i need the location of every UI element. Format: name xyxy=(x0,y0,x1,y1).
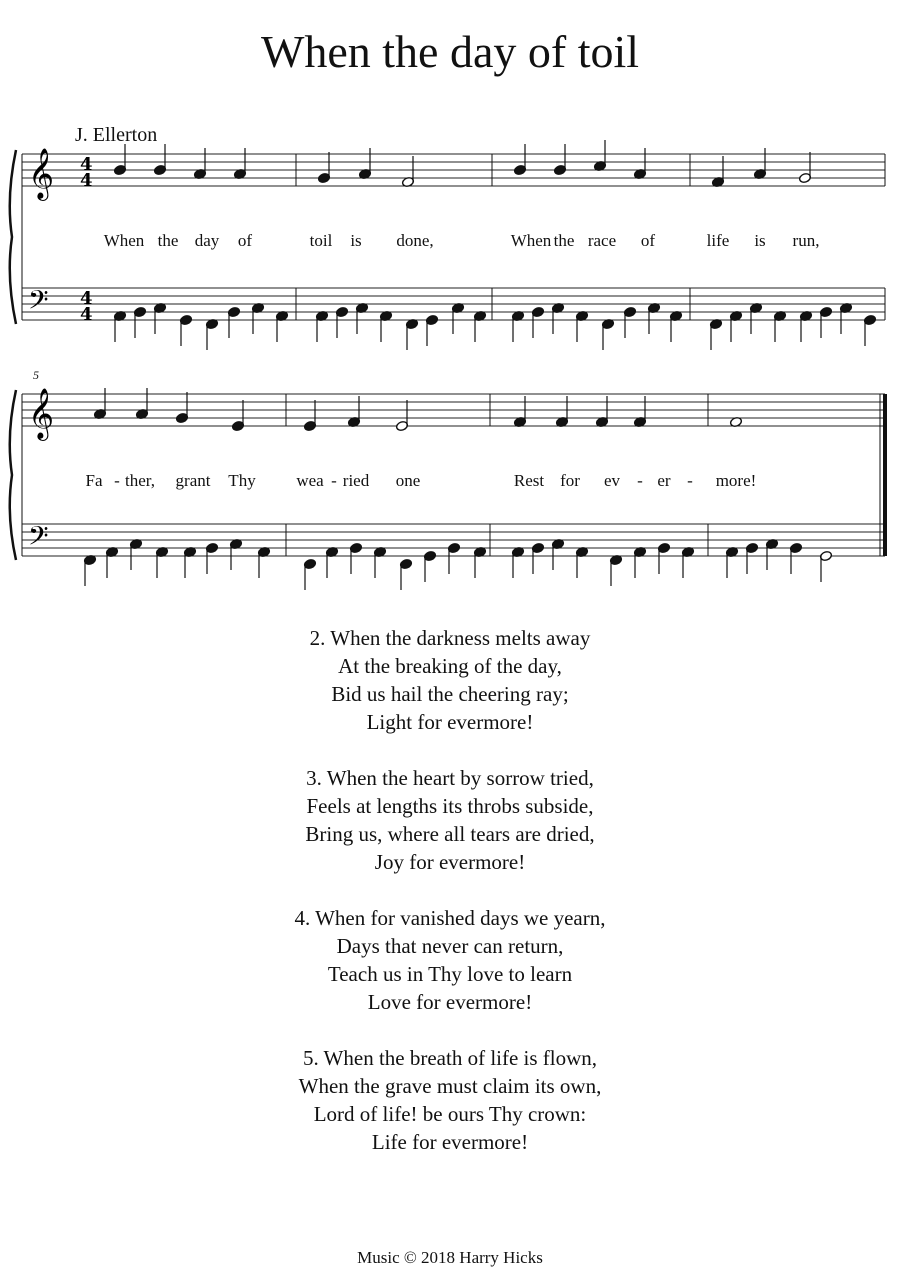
brace xyxy=(10,390,16,560)
lyric-syllable: is xyxy=(754,231,766,250)
lyric-syllable: of xyxy=(237,231,253,250)
lyric-syllable: race xyxy=(587,231,617,250)
treble-clef-icon: 𝄞 xyxy=(28,148,55,199)
verse-line: When the grave must claim its own, xyxy=(298,1074,602,1098)
bass-clef-icon: 𝄢 xyxy=(28,284,49,322)
brace xyxy=(10,150,16,324)
verse-line: Lord of life! be ours Thy crown: xyxy=(313,1102,587,1126)
lyric-syllable: done, xyxy=(396,231,434,250)
time-signature: 4 xyxy=(80,288,93,309)
verse-line: Feels at lengths its throbs subside, xyxy=(306,794,594,818)
time-signature: 4 xyxy=(80,304,93,325)
verse-line: Bid us hail the cheering ray; xyxy=(331,682,569,706)
verse-line: Life for evermore! xyxy=(371,1130,529,1154)
verse-line: Light for evermore! xyxy=(366,710,534,734)
lyric-syllable: run, xyxy=(792,231,820,250)
time-signature: 4 xyxy=(80,170,93,191)
lyric-syllable: - xyxy=(331,471,337,490)
verse-5 xyxy=(0,1044,900,1156)
verse-line: 3. When the heart by sorrow tried, xyxy=(306,766,594,790)
verse-3 xyxy=(0,764,900,876)
bass-clef-icon: 𝄢 xyxy=(28,520,49,558)
lyric-syllable: - xyxy=(114,471,120,490)
verse-2 xyxy=(0,624,900,736)
lyric-syllable: is xyxy=(350,231,362,250)
verse-line: At the breaking of the day, xyxy=(338,654,562,678)
verse-line: Teach us in Thy love to learn xyxy=(327,962,573,986)
lyricist-credit: J. Ellerton xyxy=(75,124,158,146)
lyric-syllable: the xyxy=(157,231,179,250)
lyric-syllable: more! xyxy=(715,471,757,490)
lyric-syllable: - xyxy=(687,471,693,490)
lyric-syllable: Thy xyxy=(228,471,256,490)
verse-4 xyxy=(0,904,900,1016)
verses-block xyxy=(0,624,900,1184)
lyric-syllable: er xyxy=(657,471,671,490)
lyric-syllable: - xyxy=(637,471,643,490)
lyric-syllable: When xyxy=(103,231,145,250)
lyric-syllable: day xyxy=(194,231,220,250)
time-signature: 4 xyxy=(80,154,93,175)
lyric-syllable: of xyxy=(640,231,656,250)
treble-clef-icon: 𝄞 xyxy=(28,388,55,439)
lyric-syllable: ther, xyxy=(125,471,155,490)
lyric-syllable: Rest xyxy=(513,471,545,490)
lyric-syllable: toil xyxy=(309,231,333,250)
lyric-syllable: ried xyxy=(342,471,370,490)
verse-line: Days that never can return, xyxy=(336,934,564,958)
copyright-footer: Music © 2018 Harry Hicks xyxy=(357,1248,543,1267)
page-title: When the day of toil xyxy=(260,26,640,77)
lyric-syllable: one xyxy=(395,471,421,490)
lyric-syllable: for xyxy=(560,471,580,490)
lyric-syllable: wea xyxy=(296,471,324,490)
lyric-syllable: life xyxy=(706,231,730,250)
verse-line: Bring us, where all tears are dried, xyxy=(305,822,595,846)
lyric-syllable: When xyxy=(510,231,552,250)
measure-number: 5 xyxy=(33,368,39,382)
lyric-syllable: Fa xyxy=(85,471,103,490)
verse-line: 2. When the darkness melts away xyxy=(309,626,591,650)
verse-line: 4. When for vanished days we yearn, xyxy=(294,906,606,930)
verse-line: Joy for evermore! xyxy=(374,850,526,874)
music-score xyxy=(0,0,900,600)
lyric-syllable: ev xyxy=(603,471,621,490)
lyric-syllable: the xyxy=(553,231,575,250)
verse-line: Love for evermore! xyxy=(367,990,533,1014)
lyric-syllable: grant xyxy=(175,471,211,490)
verse-line: 5. When the breath of life is flown, xyxy=(302,1046,598,1070)
